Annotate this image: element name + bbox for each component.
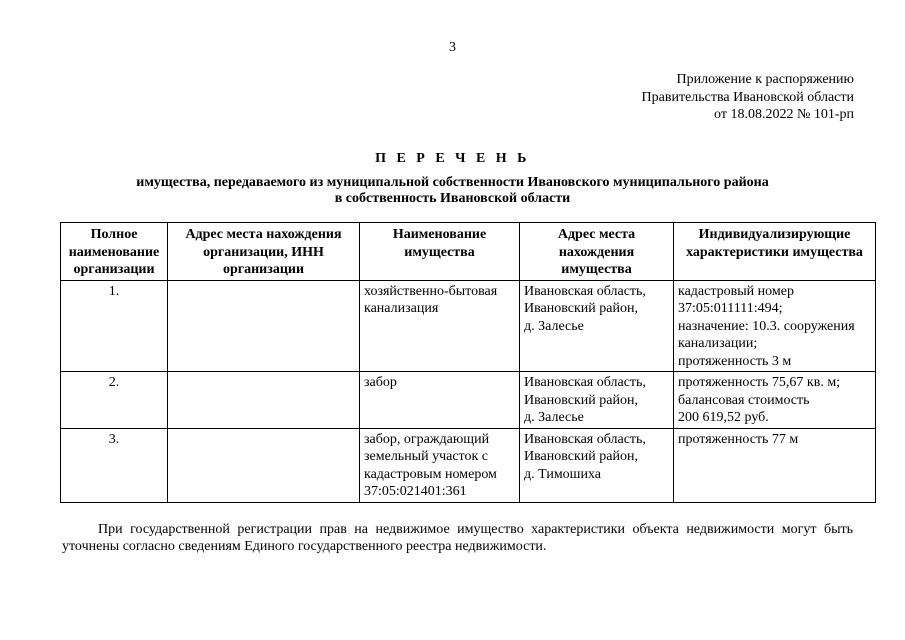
- header-line: Адрес: [185, 227, 224, 242]
- org-address-cell: [168, 372, 360, 429]
- cell-line: д. Тимошиха: [524, 466, 601, 482]
- document-subtitle: [0, 175, 905, 207]
- header-line: организации: [73, 262, 155, 277]
- header-line: места нахождения: [558, 227, 636, 260]
- header-line: ИНН организации: [222, 244, 324, 277]
- cell-line: Ивановский район,: [524, 301, 638, 316]
- cell-line: Ивановская область,: [524, 283, 646, 299]
- cell-line: д. Залесье: [524, 318, 584, 334]
- table-row: [61, 280, 876, 372]
- cell-line: 37:05:011111:494;: [678, 301, 783, 316]
- subtitle-line-2: в собственность Ивановской области: [334, 191, 571, 206]
- header-line: организации,: [203, 244, 288, 260]
- cell-line: кадастровым номером: [364, 466, 497, 482]
- table-header-row: [61, 223, 876, 281]
- cell-line: хозяйственно-бытовая: [364, 283, 498, 299]
- header-property-address: [520, 223, 674, 281]
- registration-note: При государственной регистрации прав на недвижимое имущество характеристики объекта недвижимости могут быть уточнены согласно сведениям Единого государственного реестра недвижимости.: [62, 522, 853, 554]
- row-number: 1.: [61, 280, 168, 372]
- characteristics-cell: [674, 372, 876, 429]
- property-name-cell: [360, 372, 520, 429]
- row-number: 2.: [61, 372, 168, 429]
- table-row: [61, 428, 876, 502]
- header-line: Индивидуализирующие: [698, 227, 851, 242]
- appendix-block: [642, 71, 854, 124]
- characteristics-cell: [674, 280, 876, 372]
- header-property-name: [360, 223, 520, 281]
- cell-line: канализации;: [678, 336, 758, 351]
- header-line: имущества: [561, 262, 632, 277]
- header-org-name: [61, 223, 168, 281]
- header-line: Наименование: [392, 227, 487, 242]
- table-row: [61, 372, 876, 429]
- property-address-cell: [520, 372, 674, 429]
- cell-line: Ивановская область,: [524, 375, 646, 390]
- document-title: П Е Р Е Ч Е Н Ь: [375, 151, 530, 166]
- header-line: Полное: [90, 227, 138, 242]
- cell-line: земельный участок с: [364, 449, 488, 464]
- org-address-cell: [168, 280, 360, 372]
- header-line: места нахождения: [226, 227, 342, 242]
- cell-line: назначение: 10.3. сооружения: [678, 318, 855, 334]
- cell-line: д. Залесье: [524, 410, 584, 425]
- cell-line: 200 619,52 руб.: [678, 410, 769, 425]
- cell-line: забор: [364, 375, 397, 390]
- header-line: имущества: [404, 244, 475, 260]
- header-line: Адрес: [557, 227, 596, 242]
- appendix-line-3: от 18.08.2022 № 101-рп: [714, 107, 854, 122]
- property-table: [60, 222, 876, 503]
- property-name-cell: [360, 428, 520, 502]
- header-line: имущества: [792, 244, 863, 260]
- org-address-cell: [168, 428, 360, 502]
- cell-line: протяженность 3 м: [678, 353, 792, 369]
- header-org-address: [168, 223, 360, 281]
- cell-line: 37:05:021401:361: [364, 484, 467, 499]
- header-line: наименование: [68, 244, 160, 260]
- cell-line: протяженность 77 м: [678, 431, 799, 447]
- cell-line: канализация: [364, 301, 439, 316]
- cell-line: протяженность 75,67 кв. м;: [678, 375, 841, 390]
- cell-line: Ивановский район,: [524, 392, 638, 408]
- property-name-cell: [360, 280, 520, 372]
- cell-line: балансовая стоимость: [678, 392, 810, 408]
- cell-line: кадастровый номер: [678, 283, 794, 299]
- page-number: 3: [449, 40, 456, 55]
- property-address-cell: [520, 280, 674, 372]
- appendix-line-2: Правительства Ивановской области: [641, 89, 854, 105]
- cell-line: Ивановский район,: [524, 449, 638, 464]
- cell-line: забор, ограждающий: [364, 431, 490, 447]
- header-characteristics: [674, 223, 876, 281]
- property-address-cell: [520, 428, 674, 502]
- header-line: характеристики: [686, 244, 789, 260]
- subtitle-line-1: имущества, передаваемого из муниципальной собственности Ивановского муниципального района: [136, 175, 769, 190]
- characteristics-cell: [674, 428, 876, 502]
- cell-line: Ивановская область,: [524, 431, 646, 447]
- appendix-line-1: Приложение к распоряжению: [676, 72, 854, 87]
- row-number: 3.: [61, 428, 168, 502]
